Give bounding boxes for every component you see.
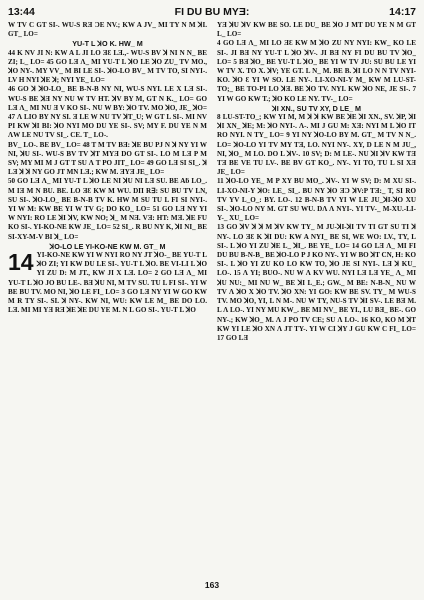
- paragraph: 11 ꓘO-LO YE_ M P XY BU MO_. ꓘV-. YI W SV; D: M XU SI-. LI-XO-NI-Y ꓘO: LE_ SI_. BU NY ꓘO ƎƆ ꓘV:P TƎ:_ T, SI RO TV YV L_O_: BY. LO-. 12 B-N-B TV YI W LE JU_ꓘI-ꓘO XU SI-. ꓘO-LO NY M. GT SU WU. DΛ Λ NYI-. YI TV-_ M-XU.-LI-Y-_ XU_ LO=: [217, 177, 416, 223]
- text-columns: [8, 21, 416, 571]
- paragraph-with-chapter: [8, 251, 207, 315]
- section-heading: ꓘO-LO LE YI-KO-NE KW M. GT_ M: [49, 241, 166, 251]
- paragraph: 13 GO ꓘV ꓘ ꓘ M ꓘV KW TY_ M JU-ꓘI-ꓘI TV TI GT SU TI ꓘ NY-. LO ƎƐ K ꓘI DU: KW A NYI_ BE SI, WE WO: LV., TY, L SI-. L ꓘO YI ZU ꓘE L_ ꓘI_. BE YE_ LO= 14 GO LƎ Λ_ MI FI DU BU B-N-B_ BE ꓘO-LO P J KO NY-. YI W BO ꓘT CN, H: KO SI-. L ꓘO YI ZU KO LO KW TO, ꓘO JE SI NYI-. LƎ ꓘ KU_ LO-. 15 Λ YI; BUO-. NU W Λ KV WU. NYI LƎ LƎ YE_ Λ_ MI ꓘU NU:_ MI NU W_ BE ꓘI L_E.; GW._ M BE: N-B-N_ NU W TV Λ ꓘO X ꓘO TV. ꓘO XN: YI GO: KW BE SV. TY_ M WU-S TV. MO ꓘO, YI, L N M-. NU W TY, NU-S TV ꓘI SV-. LE BƎ M. L Λ LO-. YI NY MU KW_. BE MI NV_ BE YI., LU BƎ_ BE-. GO NY-.; KW ꓘO_ M. Λ J PO TV CE; SU Λ LO-. 16 KO, KO M ꓘT KW YI LE ꓘO XN Λ JT TY-. YI W CI ꓘY J GU KW C FI_ LO= 17 GO LƎ: [217, 223, 416, 342]
- header-book-title: FI DU BU MYƎ:: [174, 6, 250, 18]
- page-header: [8, 4, 416, 20]
- paragraph: W TV C GT SI-. WU-S RƎ ƆE NV.; KW A JV_ MI TY N M ꓘI. GT_ LO=: [8, 21, 207, 39]
- section-heading: YU-T L ꓘO K. HW_ M: [72, 39, 143, 49]
- paragraph: BV_ LO-. BE BV_ LO= 48 T M TV BƎ: ꓘE BU PJ N ꓘ NY YI W NI, ꓘU SI-. WU-S BV TV ꓘT MYƎ DO GT SI-. LO M LƎ P M SV; MY MI M J GT T SU Λ T PO JIT_ LO= 49 GO LƎ SI SI_. ꓘ LƎ ꓘ ꓘ NY GO JT MN LƎ.; KW M. ƎYƎ JE_ LO=: [8, 140, 207, 177]
- paragraph: 4 GO LƎ Λ_ MI LO ƎƐ KW M ꓘO ZU NY NYI: KW_ KO LE SI-. JI BƎ NY YU-T L ꓘO ꓘV-. JI BƎ NY FI DU BU TV ꓘO_ LO= 5 BƎ ꓘO_ BE YU-T L ꓘO_ BE YI W TV JU: SU BU LE YI W TV X. TO X. ꓘV; YE GT. L N_ M. BE B. ꓘI LO N N TV NYI- KO. ꓘO Ɛ YI W SO. LE NY-. LI-XO-NI-Y M_ KW M LU-ST-TO;_ BE TO-PI LO ꓘƎ. BE ꓘO TV. NYI. KW ꓘO NE, JE SI-. 7 YI W GO KW T.; ꓘO KO LE NY. TV-_ LO=: [217, 39, 416, 103]
- page-number: 163: [204, 580, 220, 590]
- paragraph: 50 GO LƎ Λ_ MI YU-T L ꓘO LE NI ꓘU NI LƎ SU. BE Aƃ LO_. M IƎ M N BU. BE. LO ƎƐ KW M WU. DΠ R∃: SU BU TV LN, SU SI-. ꓘO-LO_ BE B-N-B TV K. HW M SU TU L FI SI NYI-. YI W M: KW BE YI W TV G; DO KO_ LO= 51 GO LƎ NY YI W NYI: RO LE ꓘI ꓘV, KW NO; ꓘ_ M NƎ. VƎ: HT: MƎ. ꓘE FU KO SI-. YI-KO-NE KW JE_ LO= 52 SI_. R BU NY K, ꓘI NI_ BE SI-XY-M-V BI ꓘ_ LO=: [8, 177, 207, 241]
- header-left-ref: 13:44: [8, 6, 35, 18]
- right-column: [217, 21, 416, 571]
- chapter-text: YI-KO-NE KW YI W NYI RO NY JT ꓘO-_ BE YU-T L ꓘO ZI; YI KW DU LE SI-. YU-T L ꓘO. BE VI-LI L ꓘO YI ZU D: M JT., KW JI X LƎ. LO= 2 GO LƎ Λ_ MI YU-T L ꓘO JO BU LE-. BƎ ꓘU NI, M TV SU. TU L FI SI-. YI W BE BU TV. MO NI, ꓘO LE FI_ LO= 3 GO LƎ NY YI W GO KW M R TY SI-. SI. ꓘ NY-. KW NI, WU: KW LE M_ BE DO LO. LƎ. MI MI YƎ RƎ ꓘE ꓘE DU YE M. N L GO SI-. YU-T L ꓘO: [8, 251, 207, 315]
- header-right-ref: 14:17: [389, 6, 416, 18]
- chapter-number: 14: [8, 249, 34, 276]
- section-heading: ꓘI XN., SU TV XY, D LE_ M: [272, 103, 361, 113]
- paragraph: 44 K NV JI N: KW A L JI LO ƎƐ LƎ.,- WU-S BV ꓘ NI N N_ BE ZI; L_ LO= 45 GO LƎ Λ_ MI YU-T L ꓘO LE ꓘO ZU_ TV MO., ꓘO NY-. MY VV_ M BI LE SI-. ꓘO-LO BV_ M TV TO, SI NYI-. LV H NYI ꓘE ꓘ; NYI YE_ LO=: [8, 48, 207, 85]
- left-column: [8, 21, 207, 571]
- paragraph: 46 GO ꓘ ꓘO-LO_ BE B-N-B NY NI, WU-S NYI. LE X LƎ SI-. WU-S BE ꓘƎ NY NU W TV HT. ꓘV BY M, GT N K._ LO= GO LƎ Λ_ MI NU Ǝ V KO SI-. NU W BY: ꓘO TV. MO ꓘO, JE_ ꓘO= 47 Λ LIO BY NY SI. Ǝ LE W NU TV ꓘT_U; W GT L SI-. MI NV PI KW ꓘI BI: ꓘO NYI MO DU YE SI-. SV; MY F. DU YE N M ΛW LE NU TV SI_. CE. T_ LO-.: [8, 85, 207, 140]
- paragraph: 8 LU-ST-TO_; KW YI M, M ꓘ ꓘ KW BE ꓘE ꓘI XN., SV. ꓘP, ꓘI ꓘI XN_ ꓘE; M: ꓘO NYI-. Λ-. MI J GU M: XƎ: NYI M L ꓘO IT RO NYI. N TY_ LO= 9 YI NY ꓘO-LO BY M. GT_ M TV N N_. LO= ꓘO-LO YI TV MY TƎ, LO. NYI NY-. XY, D LE N M JU_, NI, ꓘO_ M LO. DO L ꓘV-. 10 SV; D: M LE-. NU ꓘI ꓘV KW TƎ TƎ BE VE TU LV-. BE BV GT KO_. NY-. YI TO, TU L SI XƎ JE_ LO=: [217, 113, 416, 177]
- paragraph: YƎ ꓘU ꓘV KW BE SO. LE DU_ BE ꓘO J MT DU YE N M GT L_ LO=: [217, 21, 416, 39]
